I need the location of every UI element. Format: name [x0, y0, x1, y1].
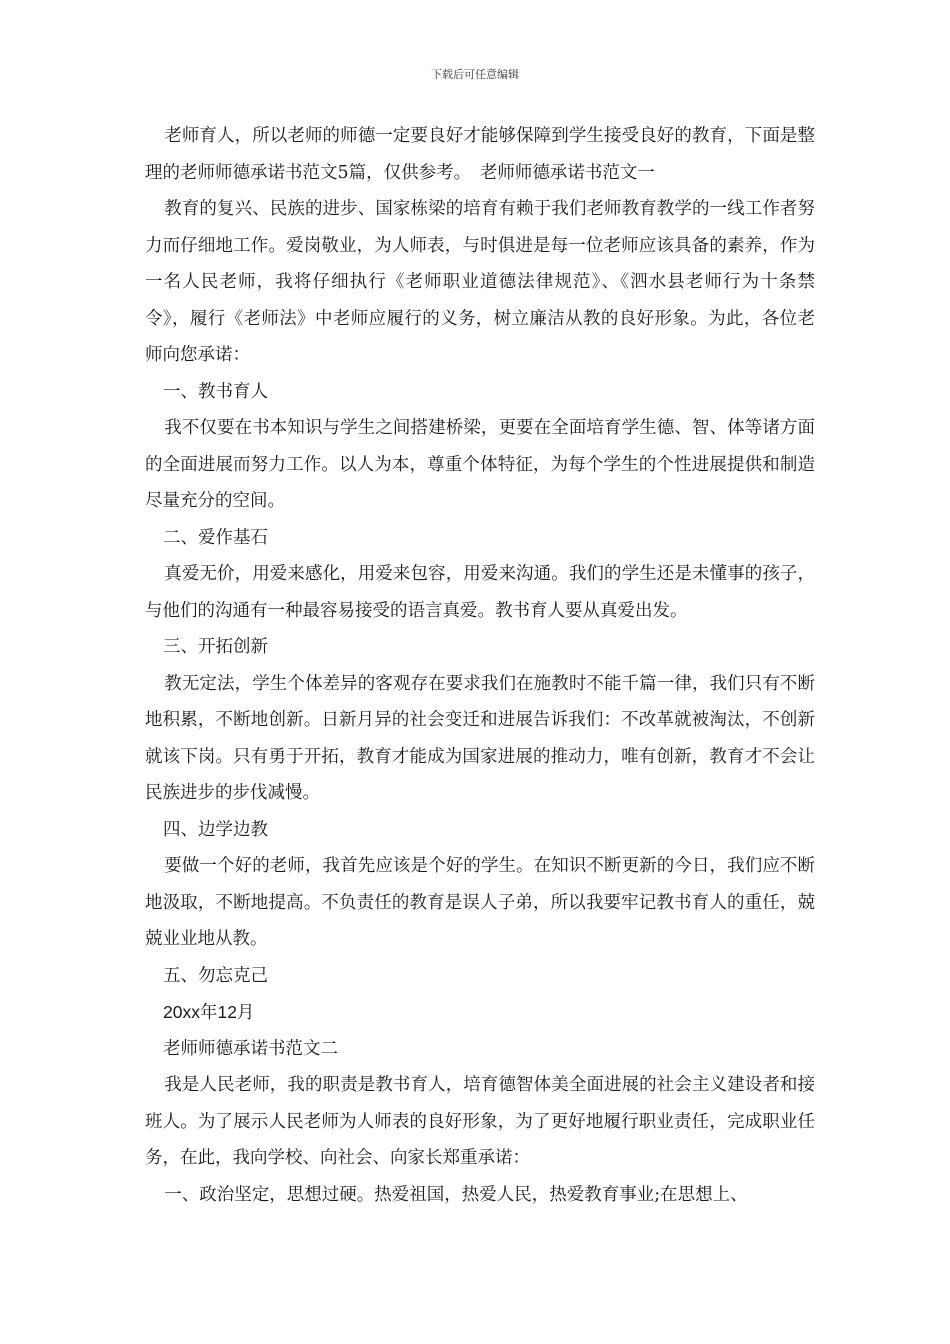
- sample-two-title: 老师师德承诺书范文二: [163, 1038, 338, 1059]
- paragraph-learning: 要做一个好的老师，我首先应该是个好的学生。在知识不断更新的今日，我们应不断地汲取，不断地提高。不负责任的教育是误人子弟，所以我要牢记教书育人的重任，兢兢业业地从教。: [145, 856, 815, 949]
- section-heading-innovation: 三、开拓创新: [163, 637, 268, 657]
- section-heading-love: 二、爱作基石: [163, 527, 268, 548]
- paragraph-sample-two-intro: 我是人民老师，我的职责是教书育人，培育德智体美全面进展的社会主义建设者和接班人。为了展示人民老师为人师表的良好形象，为了更好地履行职业责任，完成职业任务，在此，我向学校、向社会、向家长郑重承诺：: [145, 1075, 815, 1168]
- paragraph-teaching: 我不仅要在书本知识与学生之间搭建桥梁，更要在全面培育学生德、智、体等诸方面的全面进展而努力工作。以人为本，尊重个体特征，为每个学生的个性进展提供和制造尽量充分的空间。: [145, 418, 815, 511]
- section-heading-self-discipline: 五、勿忘克己: [163, 965, 268, 986]
- section-heading-teaching: 一、教书育人: [163, 381, 268, 402]
- paragraph-love: 真爱无价，用爱来感化，用爱来包容，用爱来沟通。我们的学生还是未懂事的孩子，与他们的沟通有一种最容易接受的语言真爱。教书育人要从真爱出发。: [145, 564, 815, 621]
- page-header-note: 下载后可任意编辑: [431, 68, 519, 81]
- section-heading-learning: 四、边学边教: [163, 819, 268, 840]
- intro-paragraph: 老师育人，所以老师的师德一定要良好才能够保障到学生接受良好的教育，下面是整理的老师师德承诺书范文5篇，仅供参考。 老师师德承诺书范文一: [145, 126, 815, 183]
- document-body: [145, 118, 815, 1213]
- paragraph-education-revival: 教育的复兴、民族的进步、国家栋梁的培育有赖于我们老师教育教学的一线工作者努力而仔细地工作。爱岗敬业，为人师表，与时俱进是每一位老师应该具备的素养，作为一名人民老师，我将仔细执行《老师职业道德法律规范》、《泗水县老师行为十条禁令》，履行《老师法》中老师应履行的义务，树立廉洁从教的良好形象。为此，各位老师向您承诺：: [145, 199, 815, 365]
- paragraph-political-stance: 一、政治坚定，思想过硬。热爱祖国，热爱人民，热爱教育事业;在思想上、: [164, 1184, 748, 1205]
- date-line: 20xx年12月: [163, 1002, 255, 1022]
- paragraph-innovation: 教无定法，学生个体差异的客观存在要求我们在施教时不能千篇一律，我们只有不断地积累，不断地创新。日新月异的社会变迁和进展告诉我们：不改革就被淘汰，不创新就该下岗。只有勇于开拓，教育才能成为国家进展的推动力，唯有创新，教育才不会让民族进步的步伐减慢。: [145, 673, 815, 803]
